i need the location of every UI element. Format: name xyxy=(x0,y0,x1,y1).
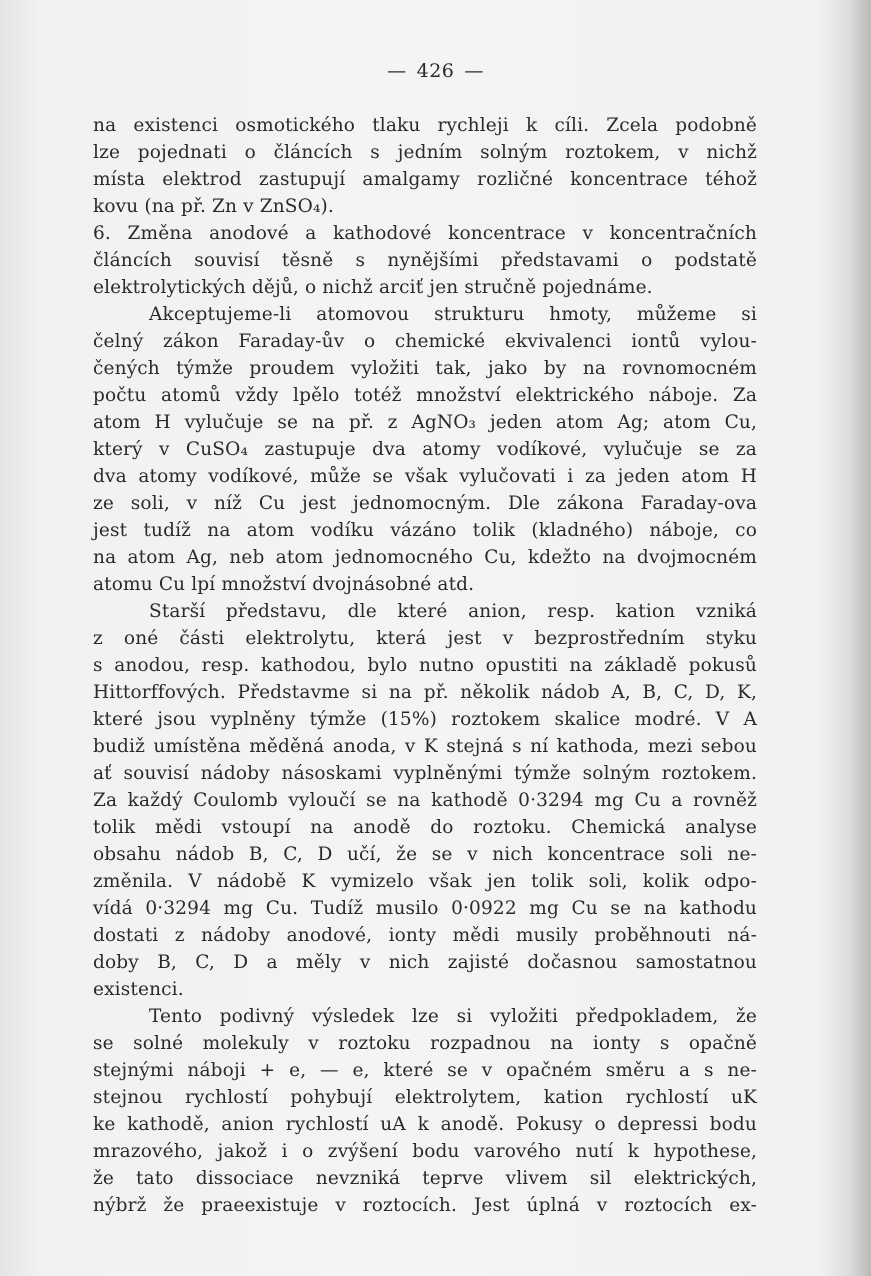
text-line: na existenci osmotického tlaku rychleji k cíli. Zcela podobně xyxy=(93,115,757,136)
text-line: stejnou rychlostí pohybují elektrolytem, kation rychlostí uK xyxy=(93,1087,757,1108)
page-number-value: 426 xyxy=(416,60,455,82)
text-line: doby B, C, D a měly v nich zajisté dočasnou samostatnou xyxy=(93,952,757,973)
text-line: dostati z nádoby anodové, ionty mědi musily proběhnouti ná- xyxy=(93,925,757,946)
text-line: Akceptujeme-li atomovou strukturu hmoty, můžeme si xyxy=(149,304,757,325)
text-line: ze soli, v níž Cu jest jednomocným. Dle zákona Faraday-ova xyxy=(93,493,757,514)
text-line: čených týmže proudem vyložiti tak, jako by na rovnomocném xyxy=(93,358,757,379)
text-line: které jsou vyplněny týmže (15%) roztokem skalice modré. V A xyxy=(93,709,757,730)
text-line: Hittorffových. Představme si na př. několik nádob A, B, C, D, K, xyxy=(93,682,757,703)
text-line: mrazového, jakož i o zvýšení bodu varového nutí k hypothese, xyxy=(93,1141,757,1162)
text-line: lze pojednati o článcích s jedním solným roztokem, v nichž xyxy=(93,142,757,163)
text-line: 6. Změna anodové a kathodové koncentrace v koncentračních xyxy=(93,223,757,244)
text-line: jest tudíž na atom vodíku vázáno tolik (kladného) náboje, co xyxy=(93,520,757,541)
text-line: tolik mědi vstoupí na anodě do roztoku. Chemická analyse xyxy=(93,817,757,838)
text-line: elektrolytických dějů, o nichž arciť jen stručně pojednáme. xyxy=(93,277,653,298)
text-line: ať souvisí nádoby násoskami vyplněnými týmže solným roztokem. xyxy=(93,763,757,784)
text-line: který v CuSO₄ zastupuje dva atomy vodíkové, vylučuje se za xyxy=(93,439,757,460)
text-line: existenci. xyxy=(93,979,184,1000)
text-line: ke kathodě, anion rychlostí uA k anodě. Pokusy o depressi bodu xyxy=(93,1114,757,1135)
body-text xyxy=(93,112,757,1219)
page-number-dash-right: — xyxy=(464,60,484,82)
text-line: kovu (na př. Zn v ZnSO₄). xyxy=(93,196,334,217)
text-line: z oné části elektrolytu, která jest v bezprostředním styku xyxy=(93,628,757,649)
text-line: vídá 0·3294 mg Cu. Tudíž musilo 0·0922 mg Cu se na kathodu xyxy=(93,898,757,919)
text-line: budiž umístěna měděná anoda, v K stejná s ní kathoda, mezi sebou xyxy=(93,736,757,757)
text-line: článcích souvisí těsně s nynějšími představami o podstatě xyxy=(93,250,757,271)
text-line: čelný zákon Faraday-ův o chemické ekvivalenci iontů vylou- xyxy=(93,331,757,352)
text-line: že tato dissociace nevzniká teprve vlivem sil elektrických, xyxy=(93,1168,757,1189)
text-line: obsahu nádob B, C, D učí, že se v nich koncentrace soli ne- xyxy=(93,844,757,865)
text-line: atomu Cu lpí množství dvojnásobné atd. xyxy=(93,574,475,595)
text-line: počtu atomů vždy lpělo totéž množství elektrického náboje. Za xyxy=(93,385,757,406)
text-line: s anodou, resp. kathodou, bylo nutno opustiti na základě pokusů xyxy=(93,655,757,676)
text-line: dva atomy vodíkové, může se však vylučovati i za jeden atom H xyxy=(93,466,757,487)
text-line: změnila. V nádobě K vymizelo však jen tolik soli, kolik odpo- xyxy=(93,871,757,892)
text-line: na atom Ag, neb atom jednomocného Cu, kdežto na dvojmocném xyxy=(93,547,757,568)
page-number xyxy=(0,60,871,82)
text-line: místa elektrod zastupují amalgamy rozličné koncentrace téhož xyxy=(93,169,757,190)
text-line: stejnými náboji + e, — e, které se v opačném směru a s ne- xyxy=(93,1060,757,1081)
text-line: Za každý Coulomb vyloučí se na kathodě 0·3294 mg Cu a rovněž xyxy=(93,790,757,811)
text-line: Tento podivný výsledek lze si vyložiti předpokladem, že xyxy=(149,1006,757,1027)
page-edge-shadow xyxy=(849,0,871,1276)
text-line: Starší představu, dle které anion, resp. kation vzniká xyxy=(149,601,757,622)
text-line: atom H vylučuje se na př. z AgNO₃ jeden atom Ag; atom Cu, xyxy=(93,412,757,433)
page-number-dash-left: — xyxy=(387,60,407,82)
text-line: nýbrž že praeexistuje v roztocích. Jest úplná v roztocích ex- xyxy=(93,1195,757,1216)
text-line: se solné molekuly v roztoku rozpadnou na ionty s opačně xyxy=(93,1033,757,1054)
